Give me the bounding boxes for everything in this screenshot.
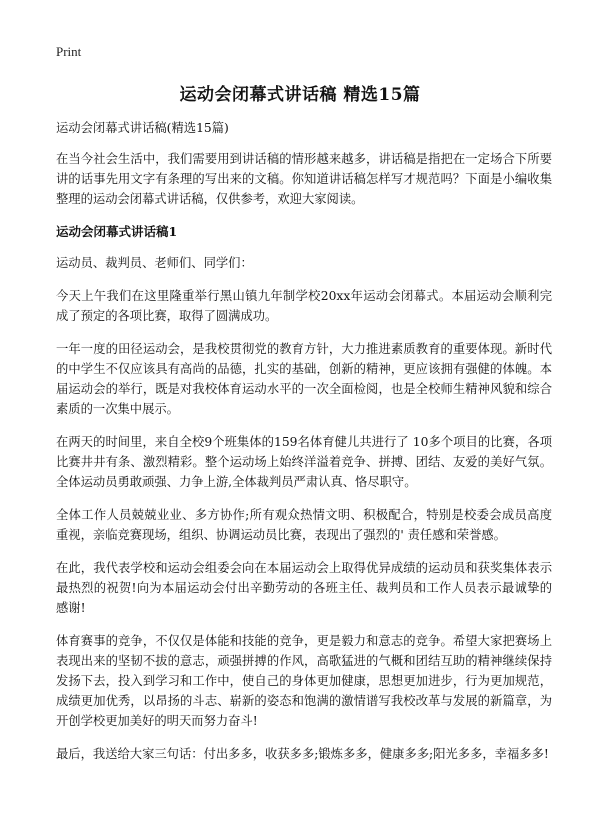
paragraph: 体育赛事的竞争，不仅仅是体能和技能的竞争，更是毅力和意志的竞争。希望大家把赛场上表现出来的坚韧不拔的意志，顽强拼搏的作风，高歌猛进的气概和团结互助的精神继续保持发扬下去，投入到学习和工作中，使自己的身体更加健康，思想更加进步，行为更加规范，成绩更加优秀，以昂扬的斗志、崭新的姿态和饱满的激情谱写我校改革与发展的新篇章，为开创学校更加美好的明天而努力奋斗! [56,634,552,728]
print-link[interactable]: Print [56,44,82,59]
section-heading: 运动会闭幕式讲话稿1 [56,224,178,239]
paragraph: 在两天的时间里，来自全校9个班集体的159名体育健儿共进行了 10多个项目的比赛，各项比赛井井有条、激烈精彩。整个运动场上始终洋溢着竞争、拼搏、团结、友爱的美好气氛。全体运动员勇敢顽强、力争上游,全体裁判员严肃认真、恪尽职守。 [56,435,552,489]
article-body [56,118,552,777]
page-title: 运动会闭幕式讲话稿 精选15篇 [179,85,421,105]
paragraph: 全体工作人员兢兢业业、多方协作;所有观众热情文明、积极配合，特别是校委会成员高度重视，亲临竞赛现场，组织、协调运动员比赛，表现出了强烈的' 责任感和荣誉感。 [56,508,552,542]
paragraph-greeting: 运动员、裁判员、老师们、同学们： [56,256,253,270]
paragraph: 今天上午我们在这里隆重举行黑山镇九年制学校20xx年运动会闭幕式。本届运动会顺利完成了预定的各项比赛，取得了圆满成功。 [56,289,552,323]
article-subtitle: 运动会闭幕式讲话稿(精选15篇) [56,121,229,135]
paragraph: 在此，我代表学校和运动会组委会向在本届运动会上取得优异成绩的运动员和获奖集体表示最热烈的祝贺!向为本届运动会付出辛勤劳动的各班主任、裁判员和工作人员表示最诚挚的感谢! [56,561,552,615]
paragraph-closing: 最后，我送给大家三句话：付出多多，收获多多;锻炼多多，健康多多;阳光多多，幸福多多! [56,747,549,761]
intro-paragraph: 在当今社会生活中，我们需要用到讲话稿的情形越来越多，讲话稿是指把在一定场合下所要讲的话事先用文字有条理的写出来的文稿。你知道讲话稿怎样写才规范吗？下面是小编收集整理的运动会闭幕式讲话稿，仅供参考，欢迎大家阅读。 [56,152,552,206]
paragraph: 一年一度的田径运动会，是我校贯彻党的教育方针，大力推进素质教育的重要体现。新时代的中学生不仅应该具有高尚的品德，扎实的基础，创新的精神，更应该拥有强健的体魄。本届运动会的举行，既是对我校体育运动水平的一次全面检阅，也是全校师生精神风貌和综合素质的一次集中展示。 [56,342,552,416]
